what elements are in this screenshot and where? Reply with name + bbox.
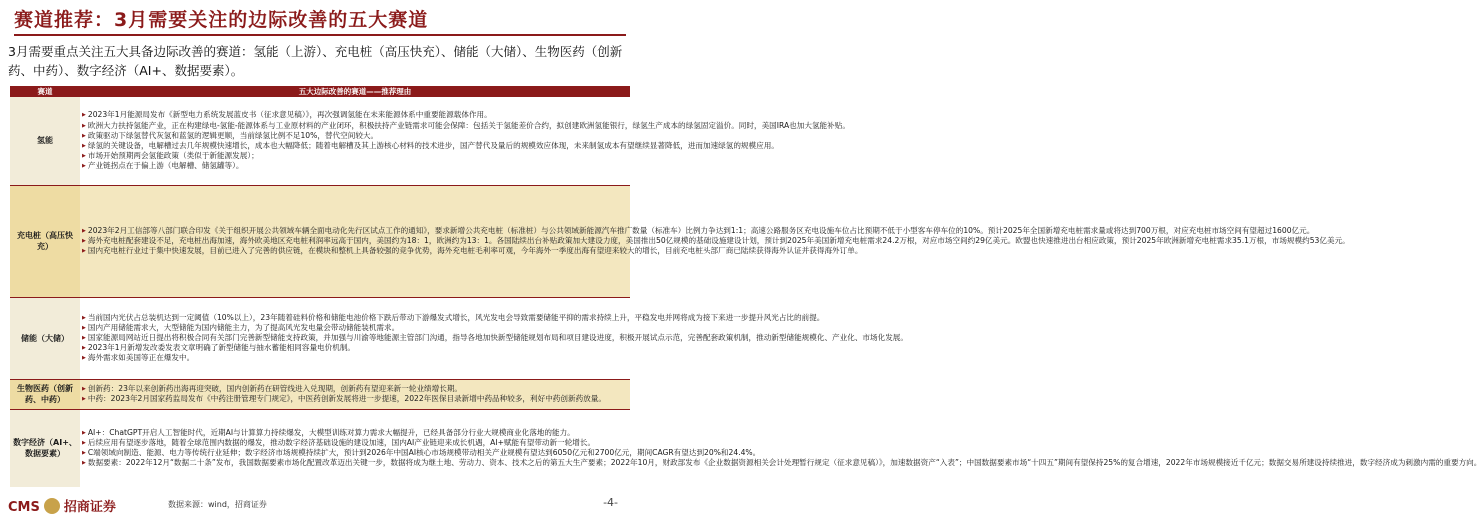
list-item: ▶ 国家能源局网站近日提出将积极合同有关部门完善新型储能支持政策，并加强与川渝等地能源主管部门沟通，指导各地加快新型储能规划布局和项目建设进度，积极开展试点示范，完善配套政策机制，推动新型储能规模化、产业化、市场化发展。 bbox=[82, 333, 628, 343]
footer bbox=[0, 490, 640, 516]
list-item: ▶ 当前国内光伏占总装机达到一定阈值（10%以上），23年随着硅料价格和储能电池价格下跌后带动下游爆发式增长，风光发电会导致需要储能平抑的需求持续上升，平稳发电并网将成为接下来进一步提升风光占比的前提。 bbox=[82, 313, 628, 323]
table-row bbox=[10, 409, 630, 487]
logo-text: CMS bbox=[8, 500, 40, 515]
column-header-track: 赛道 bbox=[10, 86, 80, 97]
items-hydrogen bbox=[80, 97, 850, 185]
logo-cn: 招商证券 bbox=[63, 500, 116, 515]
list-item: ▶ 数据要素：2022年12月“数据二十条”发布，我国数据要素市场化配置改革迈出关键一步，数据将成为继土地、劳动力、资本、技术之后的第五大生产要素；2022年10月，财政部发布《企业数据资源相关会计处理暂行规定（征求意见稿）》，加速数据资产“入表”；中国数据要素市场“十四五”期间有望保持25%的复合增速，2022年市场规模接近千亿元；数据交易所建设持续推进，数字经济成为刺激内需的重要方向。 bbox=[82, 458, 628, 468]
column-header-reason: 五大边际改善的赛道——推荐理由 bbox=[80, 86, 630, 97]
list-item: ▶ 中药：2023年2月国家药监局发布《中药注册管理专门规定》，中医药创新发展将进一步提速，2022年医保目录新增中药品种较多，利好中药创新药放量。 bbox=[82, 394, 628, 404]
items-storage bbox=[80, 297, 908, 379]
category-biomedicine: 生物医药（创新药、中药） bbox=[10, 379, 80, 409]
list-item: ▶ 2023年1月新增发改委发表文章明确了新型储能与抽水蓄能相同容量电价机制。 bbox=[82, 343, 628, 353]
list-item: ▶ C端领域向制造、能源、电力等传统行业延伸；数字经济市场规模持续扩大，预计到2026年中国AI核心市场规模带动相关产业规模有望达到6050亿元和2700亿元，期间CAGR有望达到20%和24.4%。 bbox=[82, 448, 628, 458]
category-digital-economy: 数字经济（AI+、数据要素） bbox=[10, 409, 80, 487]
list-item: ▶ 产业链拐点在于偏上游（电解槽、储氢罐等）。 bbox=[82, 161, 628, 171]
table-row bbox=[10, 97, 630, 185]
category-charging: 充电桩（高压快充） bbox=[10, 185, 80, 297]
list-item: ▶ 2023年1月能源局发布《新型电力系统发展蓝皮书（征求意见稿）》，再次强调氢能在未来能源体系中重要能源载体作用。 bbox=[82, 110, 628, 120]
list-item: ▶ AI+：ChatGPT开启人工智能时代，近期AI与计算算力持续爆发，大模型训练对算力需求大幅提升，已经具备部分行业大规模商业化落地的能力。 bbox=[82, 428, 628, 438]
list-item: ▶ 绿氢的关键设备，电解槽过去几年规模快速增长，成本也大幅降低；随着电解槽及其上游核心材料的技术进步，国产替代及量后的规模效应体现，未来制氢成本有望继续显著降低，进而加速绿氢的规模应用。 bbox=[82, 141, 628, 151]
category-hydrogen: 氢能 bbox=[10, 97, 80, 185]
list-item: ▶ 2023年2月工信部等八部门联合印发《关于组织开展公共领域车辆全面电动化先行区试点工作的通知》，要求新增公共充电桩（标准桩）与公共领域新能源汽车推广数量（标准车）比例力争达到1:1；高速公路服务区充电设施车位占比预期不低于小型客车停车位的10%。预计2025年全国新增充电桩需求量或将达到700万根，对应充电桩市场空间有望超过1600亿元。 bbox=[82, 226, 628, 236]
table-row bbox=[10, 297, 630, 379]
list-item: ▶ 创新药：23年以来创新药出海再迎突破，国内创新药在研管线进入兑现期，创新药有望迎来新一轮业绩增长期。 bbox=[82, 384, 628, 394]
data-source: 数据来源：wind，招商证券 bbox=[168, 500, 267, 509]
page-title: 赛道推荐：3月需要关注的边际改善的五大赛道 bbox=[14, 6, 626, 36]
list-item: ▶ 后续应用有望逐步落地，随着全球范围内数据的爆发，推动数字经济基础设施的建设加速，国内AI产业链迎来成长机遇，AI+赋能有望带动新一轮增长。 bbox=[82, 438, 628, 448]
table-row bbox=[10, 185, 630, 297]
list-item: ▶ 海外充电桩配套建设不足，充电桩出海加速，海外欧美地区充电桩利润率远高于国内，美国约为18：1，欧洲约为13：1。各国陆续出台补贴政策加大建设力度，美国推出50亿规模的基础设施建设计划，预计到2025年美国新增充电桩需求24.2万根，对应市场空间约29亿美元。欧盟也快速推进出台相应政策，预计2025年欧洲新增充电桩需求35.1万根，市场规模约53亿美元。 bbox=[82, 236, 628, 246]
table-row bbox=[10, 379, 630, 409]
brand-logo bbox=[8, 496, 116, 515]
items-charging bbox=[80, 185, 1350, 297]
list-item: ▶ 政策驱动下绿氢替代灰氢和蓝氢的逻辑更顺，当前绿氢比例不足10%，替代空间较大。 bbox=[82, 131, 628, 141]
list-item: ▶ 市场开始预期两会氢能政策（类似于新能源发展）； bbox=[82, 151, 628, 161]
list-item: ▶ 海外需求如美国等正在爆发中。 bbox=[82, 353, 628, 363]
track-table bbox=[10, 86, 1481, 487]
items-biomedicine bbox=[80, 379, 630, 409]
category-storage: 储能（大储） bbox=[10, 297, 80, 379]
list-item: ▶ 国内产用储能需求大，大型储能为国内储能主力，为了提高风光发电量会带动储能装机需求。 bbox=[82, 323, 628, 333]
logo-mark-icon bbox=[44, 498, 60, 514]
list-item: ▶ 欧洲大力扶持氢能产业，正在构建绿电-氢能-能源体系与工业原材料的产业闭环，积极扶持产业链需求可能会保障：包括关于氢能差价合约，拟创建欧洲氢能银行，绿氢生产成本的绿氢固定溢价。同时，美国IRA也加大氢能补贴。 bbox=[82, 121, 628, 131]
page-number: -4- bbox=[603, 496, 618, 509]
items-digital-economy bbox=[80, 409, 1481, 487]
list-item: ▶ 国内充电桩行业过于集中快速发展，目前已进入了完善的供应链，在模块和整机上具备较强的竞争优势，海外充电桩毛利率可观，今年海外一季度出海有望迎来较大的增长，目前充电桩头部厂商已陆续获得海外认证并获得海外订单。 bbox=[82, 246, 628, 256]
intro-text: 3月需要重点关注五大具备边际改善的赛道：氢能（上游）、充电桩（高压快充）、储能（大储）、生物医药（创新药、中药）、数字经济（AI+、数据要素）。 bbox=[8, 44, 623, 78]
